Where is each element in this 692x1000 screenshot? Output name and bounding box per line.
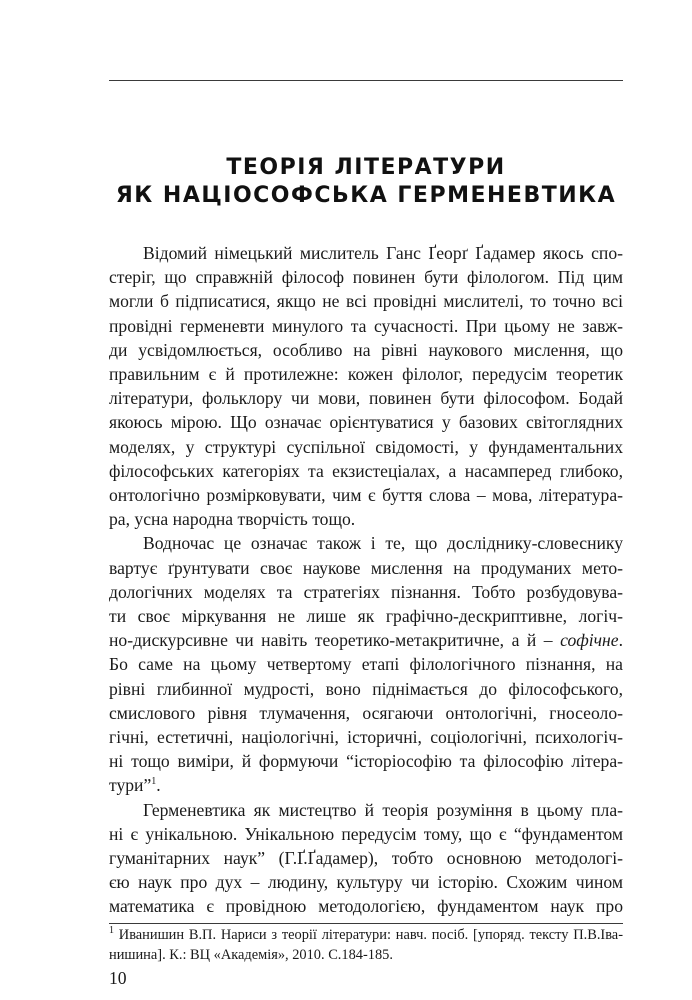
- top-rule: [109, 80, 623, 81]
- text-line: ди усвідомлюється, особливо на рівні наукового мислення, що: [109, 339, 623, 360]
- text-line: стеріг, що справжній філософ повинен бути філологом. Під цим: [109, 267, 623, 288]
- text-line: онтологічно розмірковувати, чим є буття слова – мова, література-: [109, 485, 623, 505]
- text-line: гічні, естетичні, націологічні, історичні, соціологічні, психологіч-: [109, 727, 623, 747]
- chapter-title-line-1: ТЕОРІЯ ЛІТЕРАТУРИ: [226, 155, 506, 180]
- text-line: моделях, у структурі суспільної свідомості, у фундаментальних: [109, 436, 623, 457]
- page-number: 10: [109, 967, 127, 988]
- text-line: вартує ґрунтувати своє наукове мислення на продуманих мето-: [109, 557, 623, 578]
- footnote-line: [109, 925, 623, 945]
- text-line: літератури, фольклору чи мови, повинен бути філософом. Бодай: [109, 388, 623, 409]
- text-line: ти своє міркування не лише як графічно-дескриптивне, логіч-: [109, 606, 623, 626]
- text-line: якоюсь мірою. Що означає орієнтуватися у базових світоглядних: [109, 412, 623, 433]
- text-line: Відомий німецький мислитель Ганс Ґеорґ Ґадамер якось спо-: [143, 243, 623, 263]
- text-line: ні є унікальною. Унікальною передусім тому, що є “фундаментом: [109, 823, 623, 844]
- chapter-title-line-2: ЯК НАЦІОСОФСЬКА ГЕРМЕНЕВТИКА: [115, 183, 617, 208]
- footnote-line: нишина]. К.: ВЦ «Академія», 2010. С.184-185.: [109, 946, 393, 963]
- text-line: Бо саме на цьому четвертому етапі філологічного пізнання, на: [109, 654, 623, 675]
- punctuation: .: [618, 630, 623, 651]
- text-line: смислового рівня тлумачення, осягаючи онтологічні, гносеоло-: [109, 702, 623, 723]
- text-line: правильним є й протилежне: кожен філолог, передусім теоретик: [109, 364, 623, 384]
- text-line: ні тощо виміри, й формуючи “історіософію та філософію літера-: [109, 751, 623, 772]
- text-line: гуманітарних наук” (Г.Ґ.Ґадамер), тобто основною методологі-: [109, 848, 623, 868]
- text-line: ра, усна народна творчість тощо.: [109, 509, 356, 530]
- text-line: могли б підписатися, якщо не всі провідні мислителі, то точно всі: [109, 291, 623, 312]
- text-line: провідні герменевти минулого та сучасності. При цьому не завж-: [109, 315, 623, 336]
- text-line: математика є провідною методологією, фундаментом наук про: [109, 896, 623, 917]
- text-line: Водночас це означає також і те, що досліднику-словеснику: [143, 533, 623, 554]
- punctuation: .: [156, 775, 161, 796]
- text-line: [109, 773, 623, 797]
- text-line: [109, 628, 623, 652]
- text-line: рівні глибинної мудрості, воно піднімається до філософського,: [109, 678, 623, 699]
- text-line: єю наук про дух – людину, культуру чи історію. Схожим чином: [109, 872, 623, 893]
- text-line: філософських категоріях та екзистеціалах, а насамперед глибоко,: [109, 460, 623, 481]
- text-segment: тури”: [109, 775, 152, 796]
- footnote-reference: 1: [151, 776, 157, 788]
- text-line: дологічних моделях та стратегіях пізнання. Тобто розбудовува-: [109, 581, 623, 602]
- emphasis-word: софічне: [560, 630, 619, 651]
- footnote-separator: [109, 923, 623, 924]
- text-segment: но-дискурсивне чи навіть теоретико-метакритичне, а й –: [109, 630, 553, 651]
- text-line: Герменевтика як мистецтво й теорія розуміння в цьому пла-: [143, 799, 623, 820]
- footnote-text: Иванишин В.П. Нариси з теорії літератури: навч. посіб. [упоряд. тексту П.В.Іва-: [118, 926, 623, 943]
- footnote-mark: 1: [109, 924, 114, 936]
